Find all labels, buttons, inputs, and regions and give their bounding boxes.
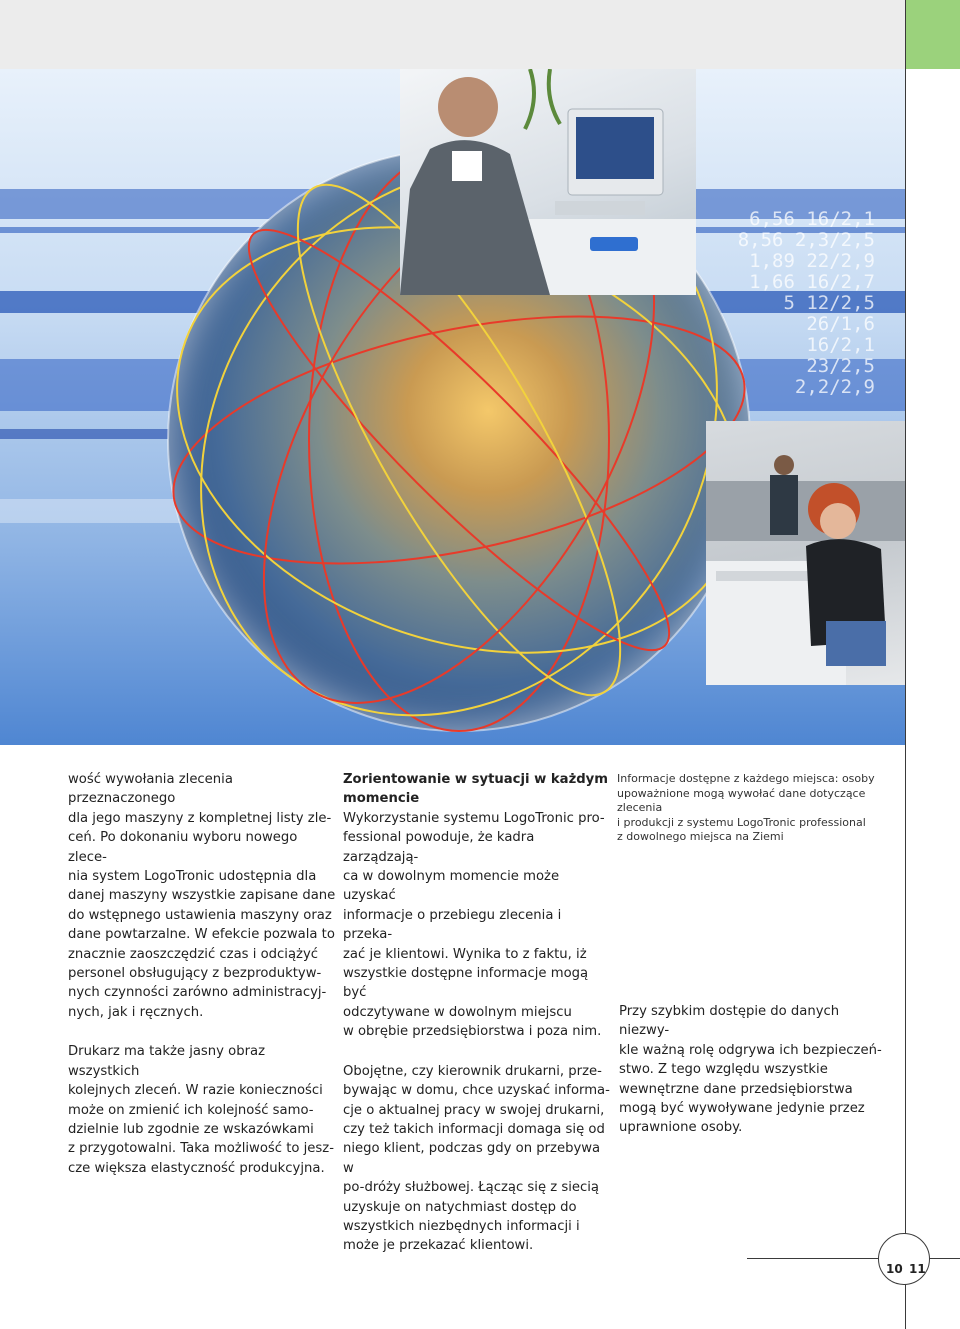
text-column-1: [68, 770, 338, 1198]
printshop-photo-illustration: [706, 421, 905, 685]
printshop-photo: [706, 421, 905, 685]
page-number-left: 10: [886, 1262, 903, 1276]
caption-line: upoważnione mogą wywołać dane dotyczące zlecenia: [617, 786, 866, 815]
text-line: danej maszyny wszystkie zapisane dane: [68, 888, 336, 904]
text-line: kolejnych zleceń. W razie konieczności: [68, 1083, 323, 1099]
text-line: Przy szybkim dostępie do danych niezwy-: [619, 1004, 840, 1039]
hero-numbers: [690, 209, 905, 398]
text-line: kle ważną rolę odgrywa ich bezpieczeń-: [619, 1042, 882, 1058]
text-line: nych czynności zarówno administracyj-: [68, 985, 327, 1001]
image-caption: [617, 772, 879, 845]
text-line: zać je klientowi. Wynika to z faktu, iż: [343, 946, 587, 962]
text-line: po-dróży służbowej. Łącząc się z siecią: [343, 1180, 600, 1196]
hero-number: 6,56 16/2,1: [749, 208, 875, 230]
text-line: uprawnione osoby.: [619, 1120, 743, 1136]
caption-line: i produkcji z systemu LogoTronic professional: [617, 815, 866, 829]
paragraph: [68, 770, 338, 1022]
hero-number: 5 12/2,5: [783, 292, 875, 314]
heading-line: Zorientowanie w sytuacji w każdym: [343, 772, 609, 787]
page-number-right: 11: [909, 1262, 926, 1276]
hero-image: [0, 69, 905, 745]
text-line: wszystkie dostępne informacje mogą być: [343, 966, 589, 1001]
top-band: [0, 0, 905, 69]
section-heading: [343, 770, 613, 809]
text-line: mogą być wywoływane jedynie przez: [619, 1101, 865, 1117]
text-line: nych, jak i ręcznych.: [68, 1004, 204, 1020]
paragraph: [343, 1062, 613, 1256]
text-line: niego klient, podczas gdy on przebywa w: [343, 1141, 601, 1176]
text-line: z przygotowalni. Taka możliwość to jesz-: [68, 1141, 334, 1157]
caption-line: Informacje dostępne z każdego miejsca: osoby: [617, 772, 875, 785]
text-line: Wykorzystanie systemu LogoTronic pro-: [343, 810, 605, 826]
text-line: cje o aktualnej pracy w swojej drukarni,: [343, 1102, 605, 1118]
text-line: cze większa elastyczność produkcyjna.: [68, 1160, 325, 1176]
paragraph: [619, 1002, 889, 1138]
hero-number: 26/1,6: [806, 313, 875, 335]
text-line: ca w dowolnym momencie może uzyskać: [343, 869, 560, 904]
text-line: dzielnie lub zgodnie ze wskazówkami: [68, 1121, 314, 1137]
hero-number: 8,56 2,3/2,5: [737, 229, 875, 251]
text-line: stwo. Z tego względu wszystkie: [619, 1062, 828, 1078]
text-line: do wstępnego ustawienia maszyny oraz: [68, 907, 332, 923]
text-line: wewnętrzne dane przedsiębiorstwa: [619, 1081, 853, 1097]
paragraph: [68, 1042, 338, 1178]
text-line: bywając w domu, chce uzyskać informa-: [343, 1083, 610, 1099]
caption-line: z dowolnego miejsca na Ziemi: [617, 830, 784, 844]
text-line: wszystkich niezbędnych informacji i: [343, 1218, 580, 1234]
text-line: personel obsługujący z bezproduktyw-: [68, 966, 322, 982]
text-line: Obojętne, czy kierownik drukarni, prze-: [343, 1063, 602, 1079]
text-column-2: [343, 770, 613, 1276]
hero-number: 16/2,1: [806, 334, 875, 356]
text-line: uzyskuje on natychmiast dostęp do: [343, 1199, 577, 1215]
hero-number: 1,66 16/2,7: [749, 271, 875, 293]
text-line: czy też takich informacji domaga się od: [343, 1121, 605, 1137]
text-line: może je przekazać klientowi.: [343, 1238, 534, 1254]
text-line: może on zmienić ich kolejność samo-: [68, 1102, 314, 1118]
hero-number: 1,89 22/2,9: [749, 250, 875, 272]
text-line: dane powtarzalne. W efekcie pozwala to: [68, 927, 335, 943]
text-line: wość wywołania zlecenia przeznaczonego: [68, 772, 233, 807]
text-line: nia system LogoTronic udostępnia dla: [68, 869, 317, 885]
hero-number: 2,2/2,9: [794, 376, 875, 398]
text-line: Drukarz ma także jasny obraz wszystkich: [68, 1044, 266, 1079]
text-column-3: [619, 1002, 889, 1158]
office-photo-illustration: [400, 69, 696, 295]
page-number-circle: [878, 1233, 930, 1285]
text-line: informacje o przebiegu zlecenia i przeka-: [343, 907, 562, 943]
hero-number: 23/2,5: [806, 355, 875, 377]
heading-line: momencie: [343, 791, 420, 807]
page-divider-line: [905, 0, 906, 1329]
text-line: znacznie zaoszczędzić czas i odciążyć: [68, 946, 318, 962]
office-photo: [400, 69, 696, 295]
paragraph: [343, 809, 613, 1042]
green-tab: [906, 0, 960, 69]
text-line: dla jego maszyny z kompletnej listy zle-: [68, 810, 332, 826]
text-line: ceń. Po dokonaniu wyboru nowego zlece-: [68, 830, 298, 865]
text-line: odczytywane w dowolnym miejscu: [343, 1004, 572, 1020]
text-line: w obrębie przedsiębiorstwa i poza nim.: [343, 1024, 602, 1040]
text-line: fessional powoduje, że kadra zarządzają-: [343, 830, 535, 865]
